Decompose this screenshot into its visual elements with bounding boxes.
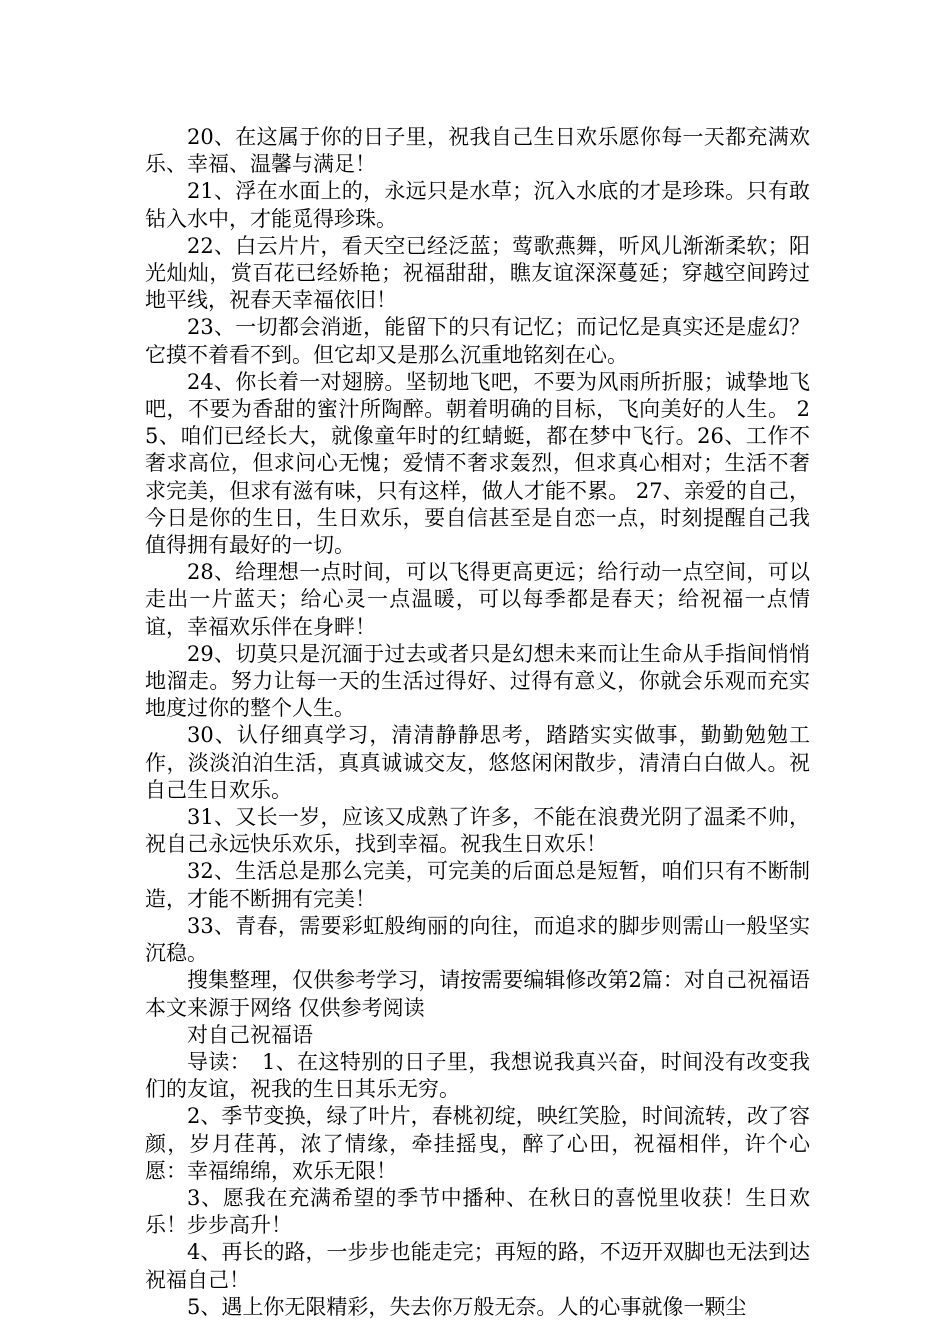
paragraph: 30、认仔细真学习，清清静静思考，踏踏实实做事，勤勤勉勉工作，淡淡泊泊生活，真真诚诚交友，悠悠闲闲散步，清清白白做人。祝自己生日欢乐。 — [145, 723, 810, 802]
paragraph: 3、愿我在充满希望的季节中播种、在秋日的喜悦里收获！生日欢乐！步步高升！ — [145, 1185, 810, 1238]
paragraph: 28、给理想一点时间，可以飞得更高更远；给行动一点空间，可以走出一片蓝天；给心灵一点温暖，可以每季都是春天；给祝福一点情谊，幸福欢乐伴在身畔！ — [145, 560, 810, 639]
paragraph: 20、在这属于你的日子里，祝我自己生日欢乐愿你每一天都充满欢乐、幸福、温馨与满足！ — [145, 125, 810, 177]
paragraph: 22、白云片片，看天空已经泛蓝；莺歌燕舞，听风儿渐渐柔软；阳光灿灿，赏百花已经娇艳；祝福甜甜，瞧友谊深深蔓延；穿越空间跨过地平线，祝春天幸福依旧！ — [145, 233, 810, 313]
paragraph: 23、一切都会消逝，能留下的只有记忆；而记忆是真实还是虚幻？它摸不着看不到。但它却又是那么沉重地铭刻在心。 — [145, 315, 810, 367]
paragraph: 导读： 1、在这特别的日子里，我想说我真兴奋，时间没有改变我们的友谊，祝我的生日其乐无穷。 — [145, 1049, 810, 1102]
paragraph: 31、又长一岁，应该又成熟了许多，不能在浪费光阴了温柔不帅，祝自己永远快乐欢乐，找到幸福。祝我生日欢乐！ — [145, 805, 810, 857]
document-body — [145, 124, 810, 1321]
paragraph: 33、青春，需要彩虹般绚丽的向往，而追求的脚步则需山一般坚实沉稳。 — [145, 913, 810, 966]
paragraph: 4、再长的路，一步步也能走完；再短的路，不迈开双脚也无法到达祝福自己！ — [145, 1240, 810, 1292]
paragraph: 29、切莫只是沉湎于过去或者只是幻想未来而让生命从手指间悄悄地溜走。努力让每一天的生活过得好、过得有意义，你就会乐观而充实地度过你的整个人生。 — [145, 641, 810, 721]
section-title: 对自己祝福语 — [187, 1022, 313, 1047]
paragraph: 搜集整理，仅供参考学习，请按需要编辑修改第2篇：对自己祝福语本文来源于网络 仅供参考阅读 — [145, 968, 810, 1020]
paragraph: 24、你长着一对翅膀。坚韧地飞吧，不要为风雨所折服；诚挚地飞吧，不要为香甜的蜜汁所陶醉。朝着明确的目标，飞向美好的人生。 25、咱们已经长大，就像童年时的红蜻蜓，都在梦中飞行。26、工作不奢求高位，但求问心无愧；爱情不奢求轰烈，但求真心相对；生活不奢求完美，但求有滋有味，只有这样，做人才能不累。 27、亲爱的自己，今日是你的生日，生日欢乐，要自信甚至是自恋一点，时刻提醒自己我值得拥有最好的一切。 — [145, 369, 810, 558]
paragraph: 5、遇上你无限精彩，失去你万般无奈。人的心事就像一颗尘 — [187, 1294, 747, 1319]
paragraph: 21、浮在水面上的，永远只是水草；沉入水底的才是珍珠。只有敢钻入水中，才能觅得珍珠。 — [145, 179, 810, 231]
paragraph: 32、生活总是那么完美，可完美的后面总是短暂，咱们只有不断制造，才能不断拥有完美！ — [145, 859, 810, 911]
paragraph: 2、季节变换，绿了叶片，春桃初绽，映红笑脸，时间流转，改了容颜，岁月荏苒，浓了情缘，牵挂摇曳，醉了心田，祝福相伴，许个心愿：幸福绵绵，欢乐无限！ — [145, 1104, 810, 1183]
